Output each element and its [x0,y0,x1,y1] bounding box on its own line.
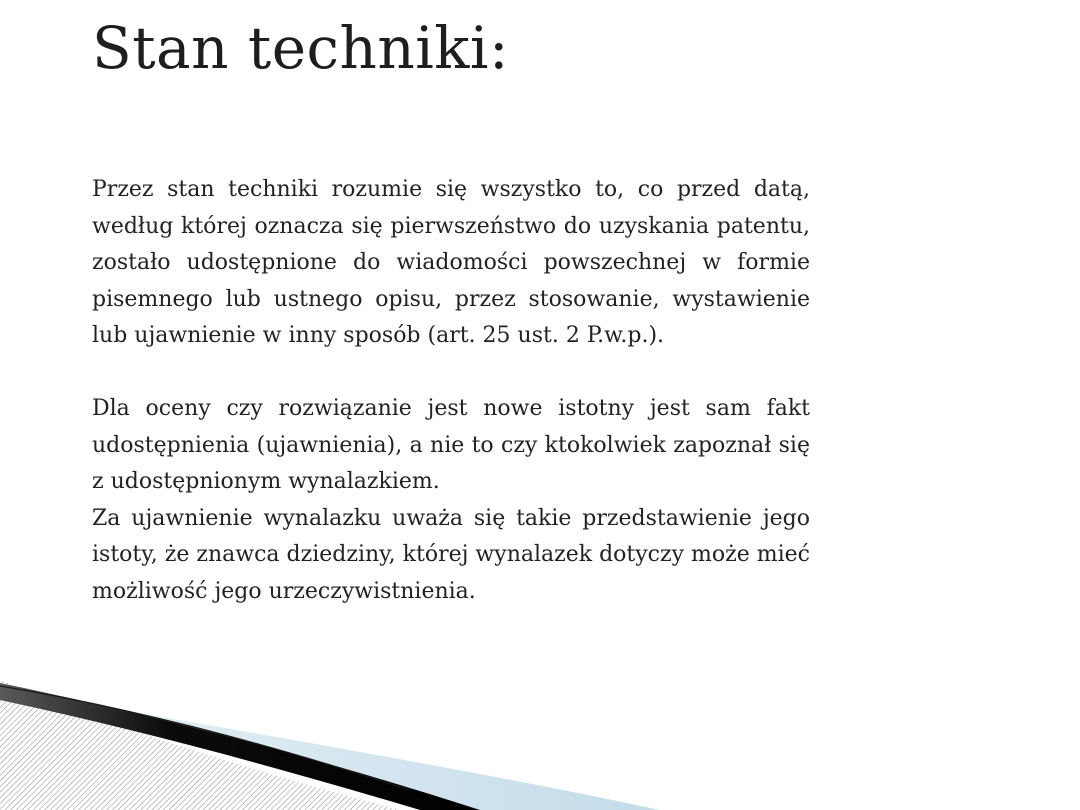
dark-ribbon [0,683,480,810]
light-ribbon [60,700,660,810]
ribbon-outline [0,686,410,790]
hatched-wedge [0,680,400,810]
paragraph-disclosure-definition: Za ujawnienie wynalazku uważa się takie przedstawienie jego istoty, że znawca dziedziny, której wynalazek dotyczy może mieć możliwość jego urzeczywistnienia. [92,505,810,604]
paragraph-novelty-assessment: Dla oceny czy rozwiązanie jest nowe istotny jest sam fakt udostępnienia (ujawnienia), a nie to czy ktokolwiek zapoznał się z udostępnionym wynalazkiem. [92,396,810,494]
paragraph-prior-art-definition: Przez stan techniki rozumie się wszystko to, co przed datą, według której oznacza się pierwszeństwo do uzyskania patentu, zostało udostępnione do wiadomości powszechnej w formie pisemnego lub ustnego opisu, przez stosowanie, wystawienie lub ujawnienie w inny sposób (art. 25 ust. 2 P.w.p.). [92,177,810,348]
slide-body [92,172,810,610]
slide-title: Stan techniki: [92,14,510,82]
